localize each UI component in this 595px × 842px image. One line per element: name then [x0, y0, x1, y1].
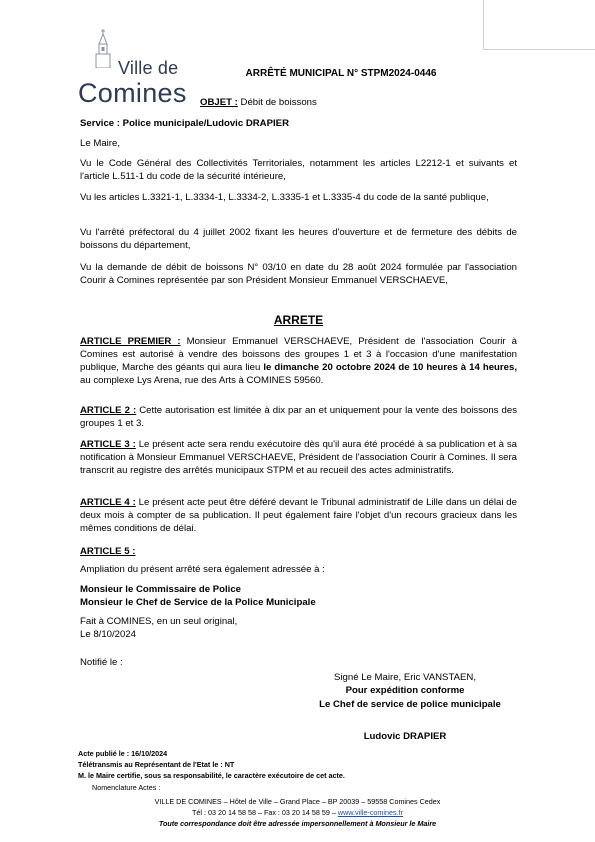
article-4 — [80, 496, 517, 535]
website-link[interactable]: www.ville-comines.fr — [337, 808, 403, 817]
acte-publie: Acte publié le : 16/10/2024 — [78, 749, 168, 758]
service-line: Service : Police municipale/Ludovic DRAPIER — [80, 118, 289, 129]
vu-code-sante: Vu les articles L.3321-1, L.3334-1, L.3334-2, L.3335-1 et L.3335-4 du code de la santé publique, — [80, 192, 489, 203]
notifie-le: Notifié le : — [80, 657, 123, 668]
footer-address: VILLE DE COMINES – Hôtel de Ville – Grand Place – BP 20039 – 59558 Comines Cedex — [154, 797, 441, 806]
footer-notice: Toute correspondance doit être adressée impersonnellement à Monsieur le Maire — [158, 819, 437, 828]
vu-arrete-prefectoral: Vu l'arrêté préfectoral du 4 juillet 2002 fixant les heures d'ouverture et de fermeture des débits de boissons du département, — [80, 227, 517, 251]
teletransmis: Télétransmis au Représentant de l'Etat le : NT — [78, 760, 235, 769]
vu-cgct: Vu le Code Général des Collectivités Territoriales, notamment les articles L2212-1 et suivants et l'article L.511-1 du code de la sécurité intérieure, — [80, 158, 517, 182]
article-2-text: Cette autorisation est limitée à dix par an et uniquement pour la vente des boissons des groupes 1 et 3. — [80, 405, 517, 429]
article-4-text: Le présent acte peut être déféré devant le Tribunal administratif de Lille dans un délai de deux mois à compter de sa publication. Il peut également faire l'objet d'un recours gracieux dans les mêmes conditions de délai. — [80, 497, 517, 534]
church-tower-icon — [92, 28, 114, 68]
signature-maire: Signé Le Maire, Eric VANSTAEN, — [334, 672, 476, 683]
expedition-conforme: Pour expédition conforme — [345, 685, 465, 696]
nomenclature: Nomenclature Actes : — [92, 783, 161, 792]
article-4-label: ARTICLE 4 : — [80, 497, 136, 508]
ampliation: Ampliation du présent arrêté sera également adressée à : — [80, 564, 325, 575]
article-1 — [80, 335, 517, 387]
arrete-heading: ARRETE — [273, 313, 324, 327]
date-signature: Le 8/10/2024 — [80, 629, 137, 640]
vu-demande: Vu la demande de débit de boissons N° 03/10 en date du 28 août 2024 formulée par l'association Courir à Comines représentée par son Président Monsieur Emmanuel VERSCHAEVE, — [80, 262, 517, 286]
objet-line — [200, 97, 317, 108]
city-logo — [78, 28, 198, 108]
article-2 — [80, 404, 517, 430]
certification: M. le Maire certifie, sous sa responsabilité, le caractère exécutoire de cet acte. — [78, 771, 345, 780]
article-3 — [80, 438, 517, 477]
article-1-label: ARTICLE PREMIER : — [80, 336, 181, 347]
article-1-end: au complexe Lys Arena, rue des Arts à COMINES 59560. — [80, 375, 324, 386]
signataire-name: Ludovic DRAPIER — [363, 731, 447, 742]
destinataire-commissaire: Monsieur le Commissaire de Police — [80, 584, 242, 595]
destinataire-chef-service: Monsieur le Chef de Service de la Police Municipale — [80, 597, 316, 608]
article-1-text: Monsieur Emmanuel VERSCHAEVE, Président de l'association Courir à Comines est autorisé à vendre des boissons des groupes 1 et 3 à l'occasion d'une manifestation publique, Marche des géants qui aura lieu — [80, 336, 517, 373]
fait-a: Fait à COMINES, en un seul original, — [80, 616, 238, 627]
le-maire: Le Maire, — [80, 138, 120, 149]
footer-phone: Tél : 03 20 14 58 58 – Fax : 03 20 14 58 59 – — [192, 808, 338, 817]
footer-contact — [0, 808, 595, 818]
document-title: ARRÊTÉ MUNICIPAL N° STPM2024-0446 — [245, 68, 437, 79]
article-1-date: le dimanche 20 octobre 2024 de 10 heures à 14 heures, — [263, 362, 517, 373]
logo-ville-de: Ville de — [118, 58, 179, 78]
logo-comines: Comines — [78, 78, 187, 108]
objet-label: OBJET : — [200, 97, 238, 108]
article-2-label: ARTICLE 2 : — [80, 405, 137, 416]
article-3-text: Le présent acte sera rendu exécutoire dès qu'il aura été procédé à sa publication et à sa notification à Monsieur Emmanuel VERSCHAEVE, Président de l'association Courir à Comines. Il sera transcrit au registre des arrêtés municipaux STPM et au recueil des actes administratifs. — [80, 439, 517, 476]
article-5-label: ARTICLE 5 : — [80, 546, 136, 557]
stamp-box — [483, 0, 595, 50]
objet-text: Débit de boissons — [237, 97, 317, 108]
article-3-label: ARTICLE 3 : — [80, 439, 136, 450]
chef-service-title: Le Chef de service de police municipale — [319, 699, 501, 710]
